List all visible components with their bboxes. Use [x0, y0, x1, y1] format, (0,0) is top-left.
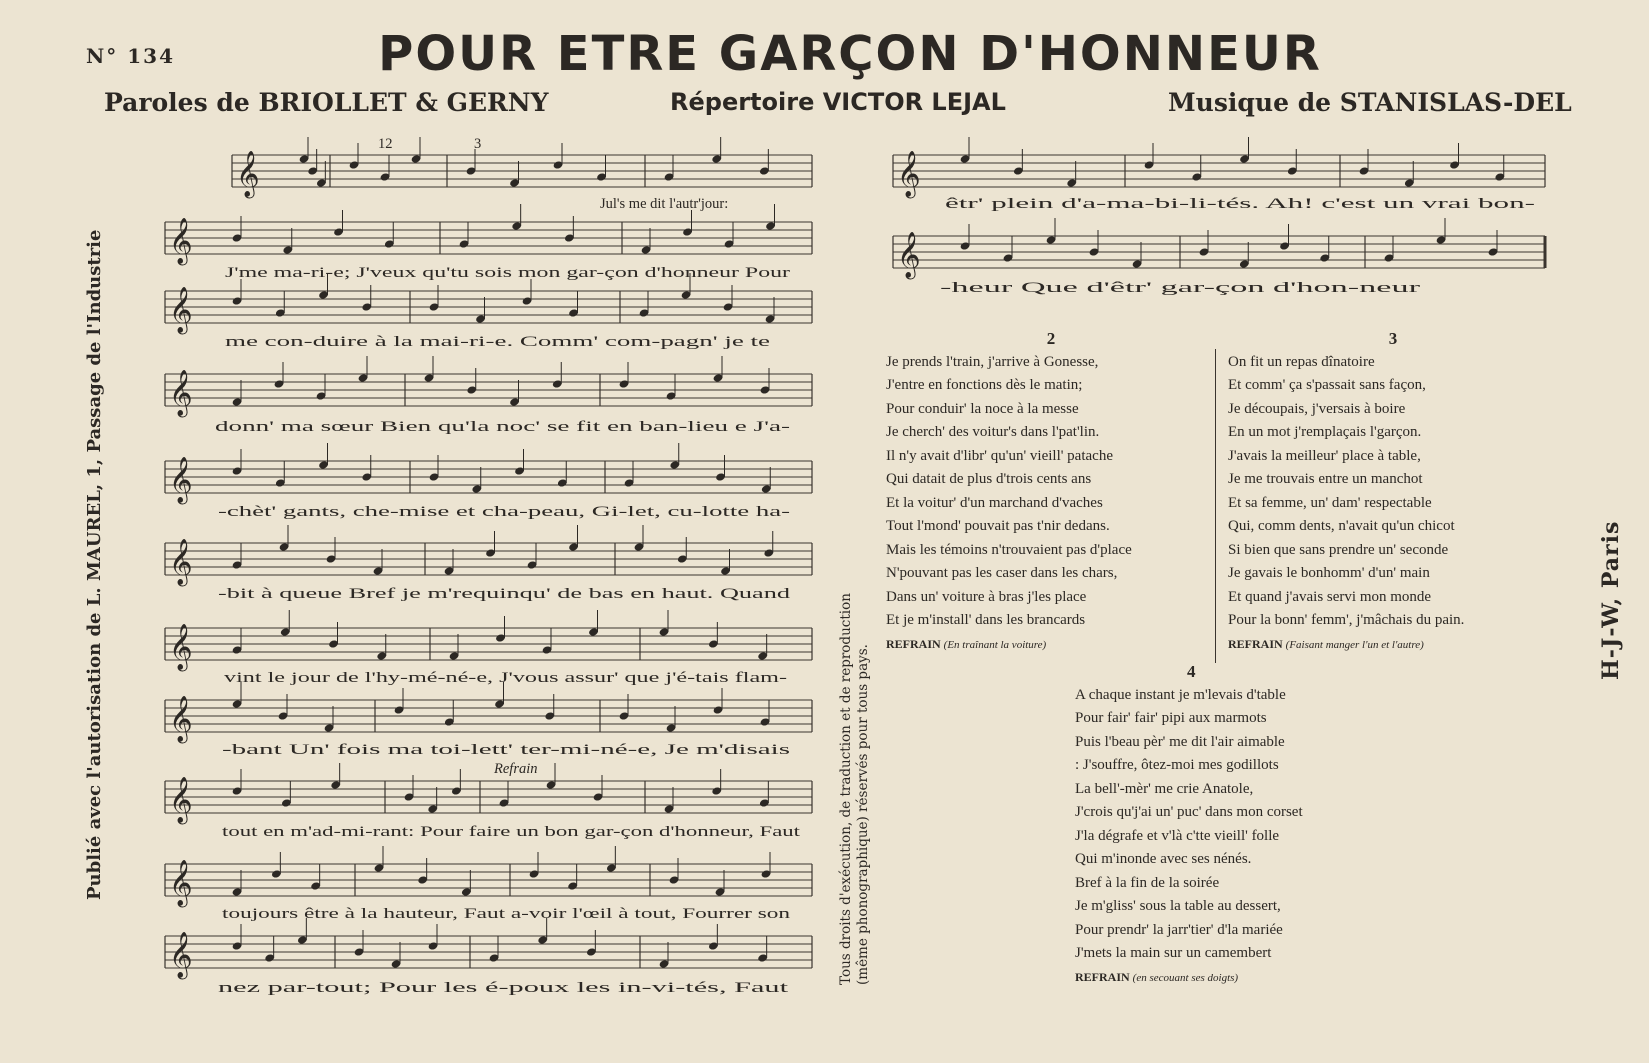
lyric-line: donn' ma sœur Bien qu'la noc' se fit en ban-lieu e J'a- [215, 419, 791, 435]
verse-line: Puis l'beau pèr' me dit l'air aimable [1075, 733, 1285, 750]
rights-line: (même phonographique) réservés pour tous pays. [855, 644, 871, 985]
verse-line: Et sa femme, un' dam' respectable [1228, 494, 1432, 511]
staff [893, 137, 1545, 199]
verse-line: Et comm' ça s'passait sans façon, [1228, 377, 1426, 393]
verse-line: Je découpais, j'versais à boire [1228, 400, 1406, 417]
refrain-marker [1075, 966, 1415, 991]
verse-line: Bref à la fin de la soirée [1075, 874, 1220, 891]
verse-line: Pour conduir' la noce à la messe [886, 400, 1079, 417]
verse-line: N'pouvant pas les caser dans les chars, [886, 565, 1118, 581]
verse-4 [1075, 660, 1415, 990]
verse-line: La bell'-mèr' me crie Anatole, [1075, 780, 1254, 797]
lyric-line: -chèt' gants, che-mise et cha-peau, Gi-let, cu-lotte ha- [218, 504, 791, 520]
treble-clef-icon: 𝄞 [897, 151, 921, 197]
verse-line: J'avais la meilleur' place à table, [1228, 447, 1421, 464]
verse-line: Mais les témoins n'trouvaient pas d'place [886, 541, 1132, 558]
verse-line: Et je m'install' dans les brancards [886, 612, 1086, 628]
refrain-marker [1228, 633, 1558, 658]
lyric-line: Jul's me dit l'autr'jour: [600, 196, 729, 212]
verse-line: Pour la bonn' femm', j'mâchais du pain. [1228, 612, 1465, 628]
treble-clef-icon: 𝄞 [169, 287, 193, 333]
verse-line: Qui datait de plus d'trois cents ans [886, 471, 1092, 487]
verse-line: J'crois qu'j'ai un' puc' dans mon corset [1075, 804, 1303, 820]
lyric-line: vint le jour de l'hy-mé-né-e, J'vous assur' que j'é-tais flam- [224, 670, 788, 686]
refrain-label: Refrain [494, 761, 538, 777]
treble-clef-icon: 𝄞 [236, 151, 260, 197]
verse-line: Pour prendr' la jarr'tier' d'la mariée [1075, 921, 1283, 938]
rights-line: Tous droits d'exécution, de traduction et de reproduction [838, 593, 854, 985]
staff [165, 443, 812, 505]
lyric-line: -bant Un' fois ma toi-lett' ter-mi-né-e, Je m'disais [222, 742, 791, 758]
verse-number: 4 [1187, 662, 1196, 681]
treble-clef-icon: 𝄞 [169, 457, 193, 503]
repertoire-credit: Répertoire VICTOR LEJAL [670, 88, 1006, 116]
measure-number: 3 [474, 136, 482, 152]
treble-clef-icon: 𝄞 [169, 370, 193, 416]
verse-line: Je me trouvais entre un manchot [1228, 471, 1423, 487]
lyric-line: êtr' plein d'a-ma-bi-li-tés. Ah! c'est un vrai bon- [945, 196, 1536, 212]
song-number: N° 134 [86, 44, 175, 68]
verse-line: Et la voitur' d'un marchand d'vaches [886, 494, 1103, 511]
verse-line: : J'souffre, ôtez-moi mes godillots [1075, 757, 1279, 773]
verse-number: 2 [1046, 329, 1056, 348]
staff [232, 137, 812, 199]
verse-line: Si bien que sans prendre un' seconde [1228, 541, 1449, 558]
verse-line: Il n'y avait d'libr' qu'un' vieill' patache [886, 447, 1113, 464]
verse-3 [1228, 327, 1558, 657]
printer-mark: H-J-W, Paris [1598, 520, 1624, 680]
refrain-note: (en secouant ses doigts) [1132, 971, 1239, 984]
refrain-text: REFRAIN [1228, 636, 1283, 651]
lyric-line: me con-duire à la mai-ri-e. Comm' com-pagn' je te [225, 334, 770, 350]
verse-line: Je prends l'train, j'arrive à Gonesse, [886, 353, 1099, 370]
lyric-line: -bit à queue Bref je m'requinqu' de bas en haut. Quand [218, 586, 792, 602]
song-title: POUR ETRE GARÇON D'HONNEUR [378, 26, 1322, 82]
treble-clef-icon: 𝄞 [169, 539, 193, 585]
composer-credit: Musique de STANISLAS-DEL [1168, 88, 1572, 117]
staff [165, 204, 812, 266]
publisher-notice: Publié avec l'autorisation de L. MAUREL, 1, Passage de l'Industrie [84, 229, 105, 900]
verse-line: Dans un' voiture à bras j'les place [886, 588, 1087, 605]
verse-line: Et quand j'avais servi mon monde [1228, 588, 1432, 605]
verse-line: A chaque instant je m'levais d'table [1075, 686, 1286, 703]
verse-line: Je m'gliss' sous la table au dessert, [1075, 898, 1281, 914]
verse-line: Je cherch' des voitur's dans l'pat'lin. [886, 424, 1100, 440]
refrain-text: REFRAIN [1075, 969, 1130, 984]
verse-line: En un mot j'remplaçais l'garçon. [1228, 424, 1422, 440]
verse-line: Pour fair' fair' pipi aux marmots [1075, 710, 1267, 726]
rights-notice [838, 545, 872, 985]
verse-divider [1215, 349, 1216, 663]
treble-clef-icon: 𝄞 [169, 860, 193, 906]
treble-clef-icon: 𝄞 [169, 624, 193, 670]
lyricist-credit: Paroles de BRIOLLET & GERNY [104, 88, 549, 117]
refrain-note: (En traînant la voiture) [943, 638, 1047, 651]
staff [165, 918, 812, 980]
refrain-text: REFRAIN [886, 636, 941, 651]
verse-line: Qui, comm dents, n'avait qu'un chicot [1228, 518, 1455, 534]
refrain-note: (Faisant manger l'un et l'autre) [1285, 638, 1424, 651]
staff [165, 846, 812, 908]
staff [165, 682, 812, 744]
lyric-line: J'me ma-ri-e; J'veux qu'tu sois mon gar-çon d'honneur Pour [225, 265, 791, 281]
staff [165, 610, 812, 672]
verse-line: Tout l'mond' pouvait pas t'nir dedans. [886, 518, 1110, 534]
refrain-marker [886, 633, 1216, 658]
lyric-line: nez par-tout; Pour les é-poux les in-vi-tés, Faut [218, 980, 788, 996]
verse-line: On fit un repas dînatoire [1228, 353, 1375, 370]
verse-number: 3 [1388, 329, 1398, 348]
treble-clef-icon: 𝄞 [169, 932, 193, 978]
staff [893, 218, 1545, 280]
measure-number: 12 [378, 136, 393, 152]
verse-line: J'la dégrafe et v'là c'tte vieill' folle [1075, 827, 1280, 844]
treble-clef-icon: 𝄞 [897, 232, 921, 278]
lyric-line: tout en m'ad-mi-rant: Pour faire un bon gar-çon d'honneur, Faut [222, 824, 800, 840]
treble-clef-icon: 𝄞 [169, 777, 193, 823]
staff [165, 356, 812, 418]
lyric-line: -heur Que d'êtr' gar-çon d'hon-neur [940, 280, 1421, 296]
staff [165, 525, 812, 587]
verse-line: Je gavais le bonhomm' d'un' main [1228, 565, 1430, 581]
verse-line: J'entre en fonctions dès le matin; [886, 377, 1083, 393]
treble-clef-icon: 𝄞 [169, 696, 193, 742]
verse-2 [886, 327, 1216, 657]
treble-clef-icon: 𝄞 [169, 218, 193, 264]
staff [165, 763, 812, 825]
lyric-line: toujours être à la hauteur, Faut a-voir l'œil à tout, Fourrer son [222, 906, 792, 922]
verse-line: Qui m'inonde avec ses nénés. [1075, 851, 1252, 867]
verse-line: J'mets la main sur un camembert [1075, 945, 1272, 961]
staff [165, 273, 812, 335]
